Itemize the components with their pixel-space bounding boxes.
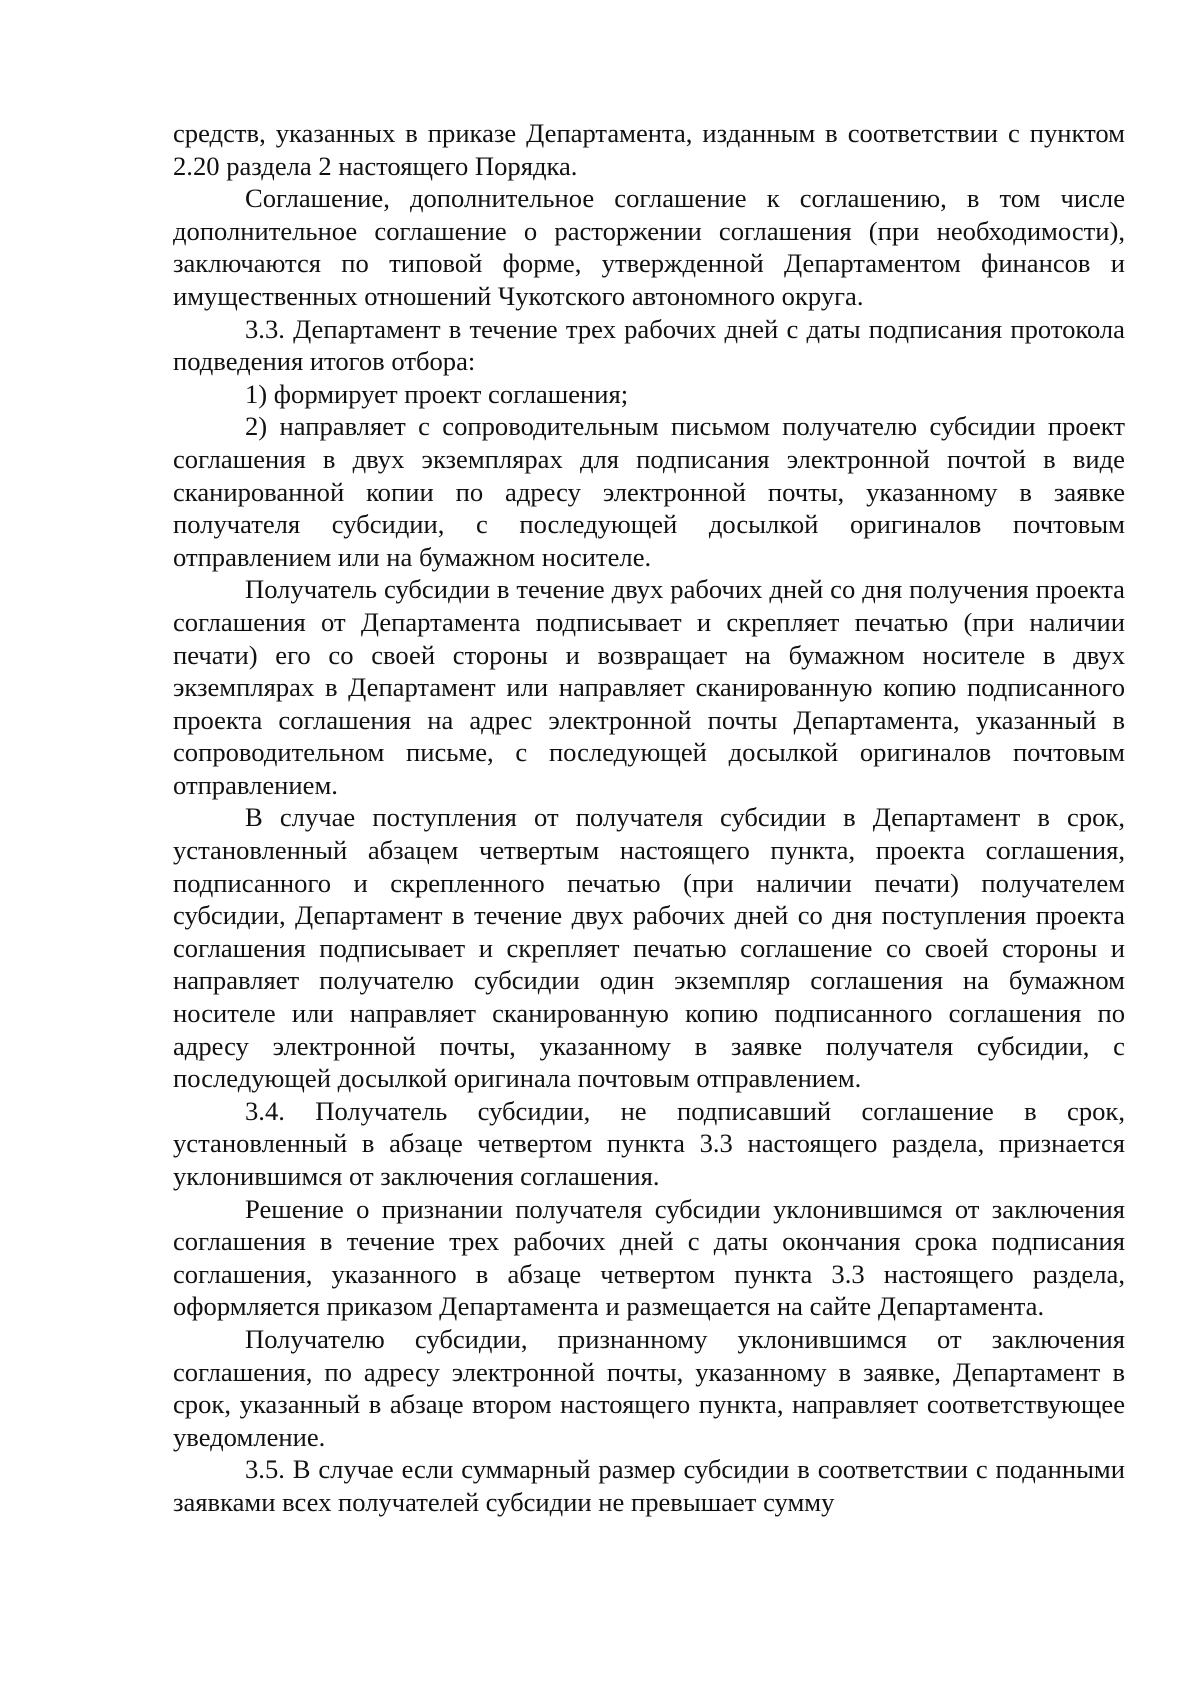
paragraph-9: Решение о признании получателя субсидии уклонившимся от заключения соглашения в течение трех рабочих дней с даты окончания срока подписания соглашения, указанного в абзаце четвертом пункта 3.3 настоящего раздела, оформляется приказом Департамента и размещается на сайте Департамента.: [173, 1193, 1125, 1322]
paragraph-1: средств, указанных в приказе Департамента, изданным в соответствии с пунктом 2.20 раздела 2 настоящего Порядка.: [173, 118, 1125, 181]
paragraph-10: Получателю субсидии, признанному уклонившимся от заключения соглашения, по адресу электронной почты, указанному в заявке, Департамент в срок, указанный в абзаце втором настоящего пункта, направляет соответствующее уведомление.: [173, 1323, 1125, 1452]
paragraph-6: Получатель субсидии в течение двух рабочих дней со дня получения проекта соглашения от Департамента подписывает и скрепляет печатью (при наличии печати) его со своей стороны и возвращает на бумажном носителе в двух экземплярах в Департамент или направляет сканированную копию подписанного проекта соглашения на адрес электронной почты Департамента, указанный в сопроводительном письме, с последующей досылкой оригиналов почтовым отправлением.: [173, 574, 1125, 800]
paragraph-4: 1) формирует проект соглашения;: [245, 378, 629, 409]
paragraph-11: 3.5. В случае если суммарный размер субсидии в соответствии с поданными заявками всех получателей субсидии не превышает сумму: [173, 1454, 1125, 1517]
paragraph-5: 2) направляет с сопроводительным письмом получателю субсидии проект соглашения в двух экземплярах для подписания электронной почтой в виде сканированной копии по адресу электронной почты, указанному в заявке получателя субсидии, с последующей досылкой оригиналов почтовым отправлением или на бумажном носителе.: [173, 411, 1125, 572]
document-body: [173, 117, 1125, 1519]
paragraph-3: 3.3. Департамент в течение трех рабочих дней с даты подписания протокола подведения итогов отбора:: [173, 313, 1125, 377]
paragraph-8: 3.4. Получатель субсидии, не подписавший соглашение в срок, установленный в абзаце четвертом пункта 3.3 настоящего раздела, признается уклонившимся от заключения соглашения.: [173, 1095, 1125, 1191]
paragraph-7: В случае поступления от получателя субсидии в Департамент в срок, установленный абзацем четвертым настоящего пункта, проекта соглашения, подписанного и скрепленного печатью (при наличии печати) получателем субсидии, Департамент в течение двух рабочих дней со дня поступления проекта соглашения подписывает и скрепляет печатью соглашение со своей стороны и направляет получателю субсидии один экземпляр соглашения на бумажном носителе или направляет сканированную копию подписанного соглашения по адресу электронной почты, указанному в заявке получателя субсидии, с последующей досылкой оригинала почтовым отправлением.: [173, 802, 1125, 1094]
paragraph-2: Соглашение, дополнительное соглашение к соглашению, в том числе дополнительное соглашение о расторжении соглашения (при необходимости), заключаются по типовой форме, утвержденной Департаментом финансов и имущественных отношений Чукотского автономного округа.: [173, 183, 1125, 311]
